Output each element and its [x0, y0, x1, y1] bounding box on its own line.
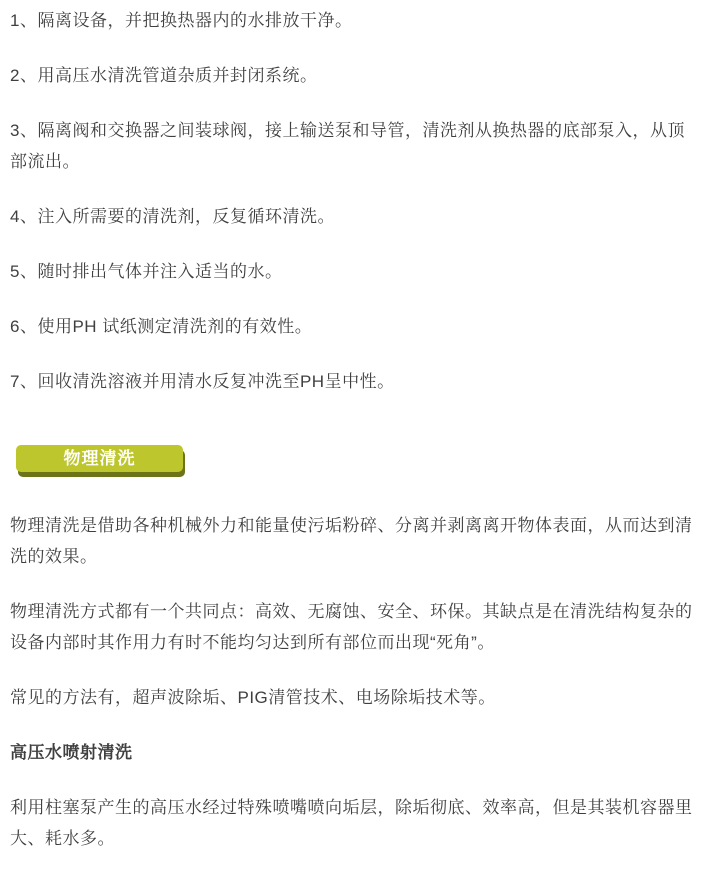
step-item-5: 5、随时排出气体并注入适当的水。: [10, 262, 283, 281]
section-header: [16, 445, 699, 472]
step-item-7: 7、回收清洗溶液并用清水反复冲洗至PH呈中性。: [10, 372, 395, 391]
step-item-4: 4、注入所需要的清洗剂，反复循环清洗。: [10, 207, 335, 226]
physical-cleaning-intro: 物理清洗是借助各种机械外力和能量使污垢粉碎、分离并剥离离开物体表面，从而达到清洗的效果。: [10, 516, 693, 566]
physical-cleaning-methods: 常见的方法有，超声波除垢、PIG清管技术、电场除垢技术等。: [10, 688, 496, 707]
high-pressure-water-desc: 利用柱塞泵产生的高压水经过特殊喷嘴喷向垢层，除垢彻底、效率高，但是其装机容器里大、耗水多。: [10, 798, 693, 848]
high-pressure-water-subheading: 高压水喷射清洗: [10, 743, 133, 762]
section-title-badge: 物理清洗: [16, 445, 183, 472]
step-item-6: 6、使用PH 试纸测定清洗剂的有效性。: [10, 317, 313, 336]
physical-cleaning-common-point: 物理清洗方式都有一个共同点：高效、无腐蚀、安全、环保。其缺点是在清洗结构复杂的设备内部时其作用力有时不能均匀达到所有部位而出现“死角”。: [10, 602, 693, 652]
step-item-2: 2、用高压水清洗管道杂质并封闭系统。: [10, 66, 318, 85]
step-item-1: 1、隔离设备，并把换热器内的水排放干净。: [10, 11, 353, 30]
step-item-3: 3、隔离阀和交换器之间装球阀，接上输送泵和导管，清洗剂从换热器的底部泵入，从顶部流出。: [10, 121, 685, 171]
